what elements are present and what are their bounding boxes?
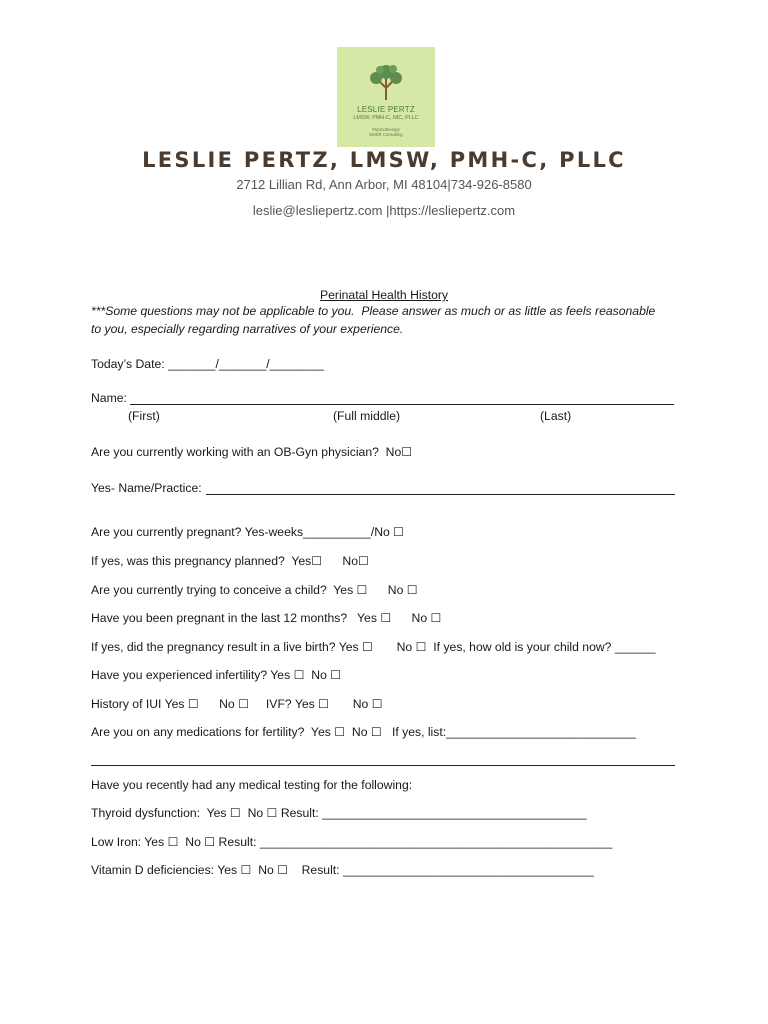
form-note-line-1: ***Some questions may not be applicable to you. Please answer as much or as little as feels reasonable — [91, 304, 656, 318]
name-label: Name: — [91, 391, 127, 405]
name-last-caption: (Last) — [540, 409, 572, 423]
logo-services: Psychotherapy EMDR Consulting — [369, 127, 403, 137]
question-iui-ivf[interactable]: History of IUI Yes ☐ No ☐ IVF? Yes ☐ No ☐ — [91, 697, 383, 711]
question-infertility[interactable]: Have you experienced infertility? Yes ☐ No ☐ — [91, 668, 342, 682]
name-input-line[interactable] — [130, 404, 674, 405]
meds-continuation-line[interactable] — [91, 765, 675, 766]
question-pregnant[interactable]: Are you currently pregnant? Yes-weeks__________/No ☐ — [91, 525, 405, 539]
firm-address: 2712 Lillian Rd, Ann Arbor, MI 48104|734-926-8580 — [236, 177, 532, 192]
question-fertility-meds[interactable]: Are you on any medications for fertility? Yes ☐ No ☐ If yes, list:____________________________ — [91, 725, 636, 739]
question-last-12-months[interactable]: Have you been pregnant in the last 12 months? Yes ☐ No ☐ — [91, 611, 442, 625]
firm-contact: leslie@lesliepertz.com |https://lesliepertz.com — [252, 203, 516, 218]
practice-label: Yes- Name/Practice: — [91, 481, 202, 495]
name-first-caption: (First) — [128, 409, 160, 423]
question-conceive[interactable]: Are you currently trying to conceive a child? Yes ☐ No ☐ — [91, 583, 418, 597]
date-field[interactable]: Today’s Date: _______/_______/________ — [91, 357, 324, 371]
test-thyroid[interactable]: Thyroid dysfunction: Yes ☐ No ☐ Result: _______________________________________ — [91, 806, 587, 820]
form-title: Perinatal Health History — [319, 288, 449, 302]
test-low-iron[interactable]: Low Iron: Yes ☐ No ☐ Result: ____________________________________________________ — [91, 835, 613, 849]
logo-credentials: LMSW, PMH-C, NIC, PLLC — [353, 115, 419, 121]
form-note-line-2: to you, especially regarding narratives of your experience. — [91, 322, 404, 336]
question-live-birth[interactable]: If yes, did the pregnancy result in a live birth? Yes ☐ No ☐ If yes, how old is your child now? ______ — [91, 640, 656, 654]
question-planned[interactable]: If yes, was this pregnancy planned? Yes☐ No☐ — [91, 554, 369, 568]
logo-name: LESLIE PERTZ — [357, 105, 415, 114]
question-medical-testing: Have you recently had any medical testing for the following: — [91, 778, 413, 792]
name-middle-caption: (Full middle) — [333, 409, 401, 423]
test-vitamin-d[interactable]: Vitamin D deficiencies: Yes ☐ No ☐ Result: _____________________________________ — [91, 863, 594, 877]
tree-icon — [366, 62, 406, 102]
practice-input-line[interactable] — [206, 494, 675, 495]
firm-title: LESLIE PERTZ, LMSW, PMH-C, PLLC — [142, 148, 626, 172]
logo — [337, 47, 435, 147]
question-obgyn[interactable]: Are you currently working with an OB-Gyn physician? No☐ — [91, 445, 413, 459]
